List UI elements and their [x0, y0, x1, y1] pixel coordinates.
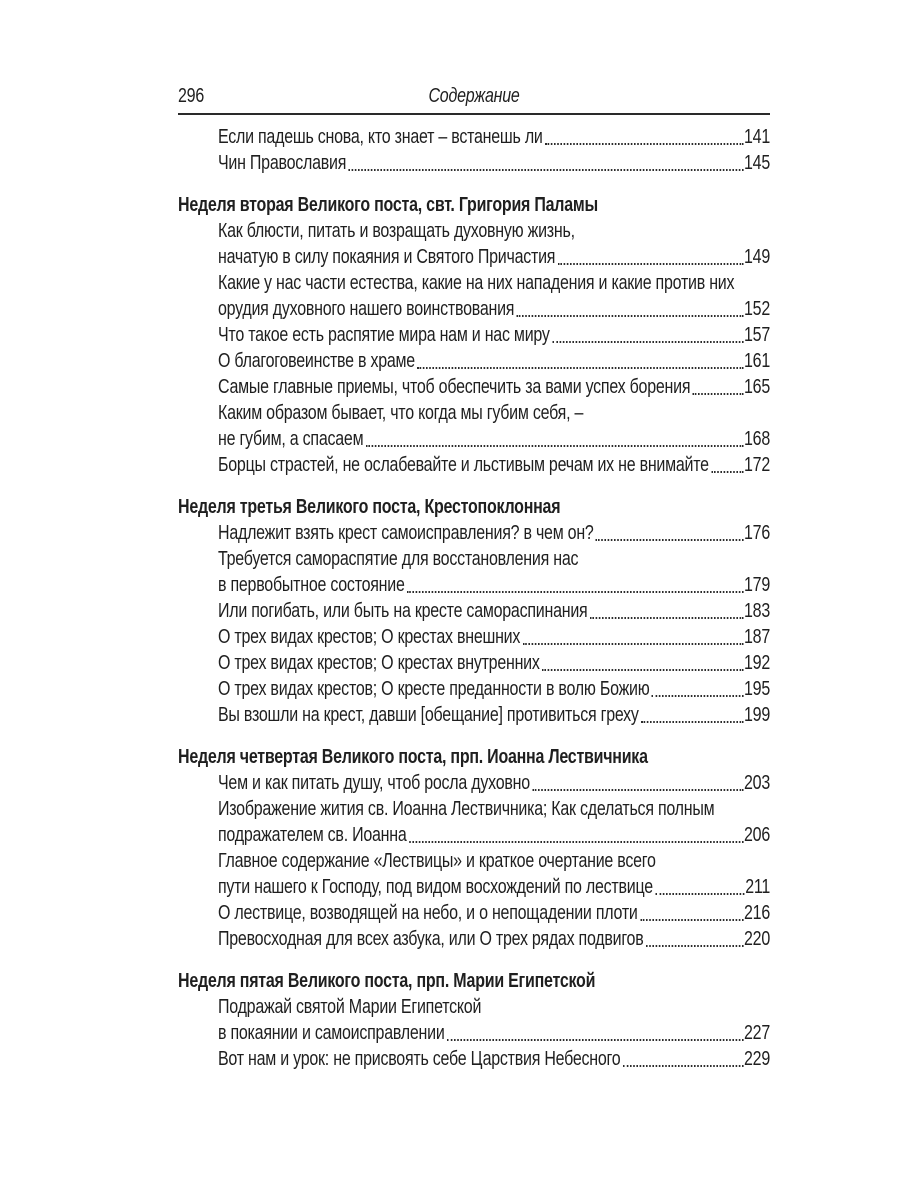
toc-row	[178, 218, 770, 244]
table-of-contents	[178, 124, 770, 1072]
running-header	[178, 84, 770, 110]
toc-row	[178, 374, 770, 400]
toc-row	[178, 650, 770, 676]
entry-page-number: 152	[744, 298, 770, 320]
entry-page-number: 227	[744, 1022, 770, 1044]
section-heading: Неделя четвертая Великого поста, прп. Иоанна Лествичника	[178, 746, 648, 768]
toc-section	[178, 124, 770, 176]
dot-leader	[349, 169, 744, 171]
entry-title: Изображение жития св. Иоанна Лествичника; Как сделаться полным	[218, 798, 715, 820]
toc-row	[178, 452, 770, 478]
entry-page-number: 168	[744, 428, 770, 450]
entry-title: Подражай святой Марии Египетской	[218, 996, 482, 1018]
entry-page-number: 157	[744, 324, 770, 346]
entry-continuation: орудия духовного нашего воинствования	[218, 298, 515, 320]
dot-leader	[623, 1065, 743, 1067]
entry-title: Как блюсти, питать и возращать духовную жизнь,	[218, 220, 575, 242]
dot-leader	[655, 893, 744, 895]
page-number: 296	[178, 85, 204, 107]
entry-page-number: 206	[744, 824, 770, 846]
toc-row	[178, 400, 770, 426]
section-heading: Неделя вторая Великого поста, свт. Григория Паламы	[178, 194, 598, 216]
entry-page-number: 145	[744, 152, 770, 174]
dot-leader	[542, 669, 743, 671]
entry-page-number: 161	[744, 350, 770, 372]
entry-continuation: в первобытное состояние	[218, 574, 405, 596]
entry-page-number: 179	[744, 574, 770, 596]
entry-page-number: 211	[745, 876, 770, 898]
entry-title: Если падешь снова, кто знает – встанешь ли	[218, 126, 543, 148]
toc-row	[178, 900, 770, 926]
entry-page-number: 203	[744, 772, 770, 794]
entry-continuation: подражателем св. Иоанна	[218, 824, 407, 846]
entry-title: Самые главные приемы, чтоб обеспечить за вами успех борения	[218, 376, 691, 398]
toc-row	[178, 124, 770, 150]
entry-title: Надлежит взять крест самоисправления? в чем он?	[218, 522, 594, 544]
toc-row	[178, 426, 770, 452]
entry-title: Что такое есть распятие мира нам и нас миру	[218, 324, 550, 346]
dot-leader	[558, 263, 744, 265]
toc-row	[178, 1046, 770, 1072]
dot-leader	[552, 341, 743, 343]
toc-row	[178, 874, 770, 900]
dot-leader	[366, 445, 743, 447]
dot-leader	[523, 643, 744, 645]
entry-page-number: 195	[744, 678, 770, 700]
entry-page-number: 229	[744, 1048, 770, 1070]
entry-title: Каким образом бывает, что когда мы губим себя, –	[218, 402, 584, 424]
section-heading: Неделя третья Великого поста, Крестопоклонная	[178, 496, 561, 518]
toc-row	[178, 770, 770, 796]
dot-leader	[532, 789, 743, 791]
entry-title: Вы взошли на крест, давши [обещание] противиться греху	[218, 704, 639, 726]
toc-row	[178, 296, 770, 322]
toc-row	[178, 244, 770, 270]
section-heading: Неделя пятая Великого поста, прп. Марии Египетской	[178, 970, 596, 992]
entry-page-number: 192	[744, 652, 770, 674]
toc-section	[178, 968, 770, 1072]
entry-page-number: 187	[744, 626, 770, 648]
toc-row	[178, 624, 770, 650]
entry-page-number: 141	[744, 126, 770, 148]
entry-title: Требуется самораспятие для восстановления нас	[218, 548, 579, 570]
toc-row	[178, 348, 770, 374]
toc-section	[178, 744, 770, 952]
entry-title: Чем и как питать душу, чтоб росла духовно	[218, 772, 530, 794]
toc-row	[178, 598, 770, 624]
entry-page-number: 149	[744, 246, 770, 268]
entry-continuation: не губим, а спасаем	[218, 428, 364, 450]
dot-leader	[693, 393, 744, 395]
entry-title: Вот нам и урок: не присвоять себе Царствия Небесного	[218, 1048, 621, 1070]
entry-title: О трех видах крестов; О кресте преданности в волю Божию	[218, 678, 650, 700]
entry-page-number: 165	[744, 376, 770, 398]
entry-title: Главное содержание «Лествицы» и краткое очертание всего	[218, 850, 656, 872]
content-column	[178, 84, 770, 1072]
entry-title: О трех видах крестов; О крестах внешних	[218, 626, 521, 648]
dot-leader	[646, 945, 743, 947]
entry-title: О трех видах крестов; О крестах внутренних	[218, 652, 540, 674]
toc-row	[178, 520, 770, 546]
contents-header: Содержание	[428, 85, 520, 107]
entry-page-number: 183	[744, 600, 770, 622]
dot-leader	[407, 591, 743, 593]
toc-row	[178, 322, 770, 348]
header-rule	[178, 113, 770, 115]
toc-row	[178, 848, 770, 874]
dot-leader	[517, 315, 744, 317]
toc-section	[178, 494, 770, 728]
entry-title: О лествице, возводящей на небо, и о непощадении плоти	[218, 902, 638, 924]
dot-leader	[417, 367, 743, 369]
dot-leader	[596, 539, 743, 541]
entry-page-number: 172	[744, 454, 770, 476]
dot-leader	[447, 1039, 743, 1041]
dot-leader	[590, 617, 743, 619]
entry-page-number: 220	[744, 928, 770, 950]
entry-page-number: 176	[744, 522, 770, 544]
entry-title: Борцы страстей, не ослабевайте и льстивым речам их не внимайте	[218, 454, 709, 476]
toc-row	[178, 546, 770, 572]
toc-row	[178, 572, 770, 598]
dot-leader	[640, 919, 743, 921]
toc-row	[178, 702, 770, 728]
entry-title: О благоговеинстве в храме	[218, 350, 415, 372]
entry-title: Какие у нас части естества, какие на них нападения и какие против них	[218, 272, 735, 294]
toc-row	[178, 270, 770, 296]
entry-title: Или погибать, или быть на кресте самораспинания	[218, 600, 588, 622]
dot-leader	[409, 841, 743, 843]
toc-row	[178, 150, 770, 176]
dot-leader	[545, 143, 743, 145]
dot-leader	[641, 721, 743, 723]
toc-row	[178, 822, 770, 848]
entry-continuation: начатую в силу покаяния и Святого Причастия	[218, 246, 556, 268]
entry-continuation: в покаянии и самоисправлении	[218, 1022, 445, 1044]
toc-section	[178, 192, 770, 478]
toc-row	[178, 796, 770, 822]
toc-row	[178, 676, 770, 702]
dot-leader	[711, 471, 743, 473]
toc-row	[178, 1020, 770, 1046]
entry-continuation: пути нашего к Господу, под видом восхождений по лествице	[218, 876, 653, 898]
toc-row	[178, 926, 770, 952]
dot-leader	[652, 695, 743, 697]
entry-title: Чин Православия	[218, 152, 347, 174]
toc-row	[178, 994, 770, 1020]
entry-title: Превосходная для всех азбука, или О трех рядах подвигов	[218, 928, 644, 950]
entry-page-number: 199	[744, 704, 770, 726]
entry-page-number: 216	[744, 902, 770, 924]
